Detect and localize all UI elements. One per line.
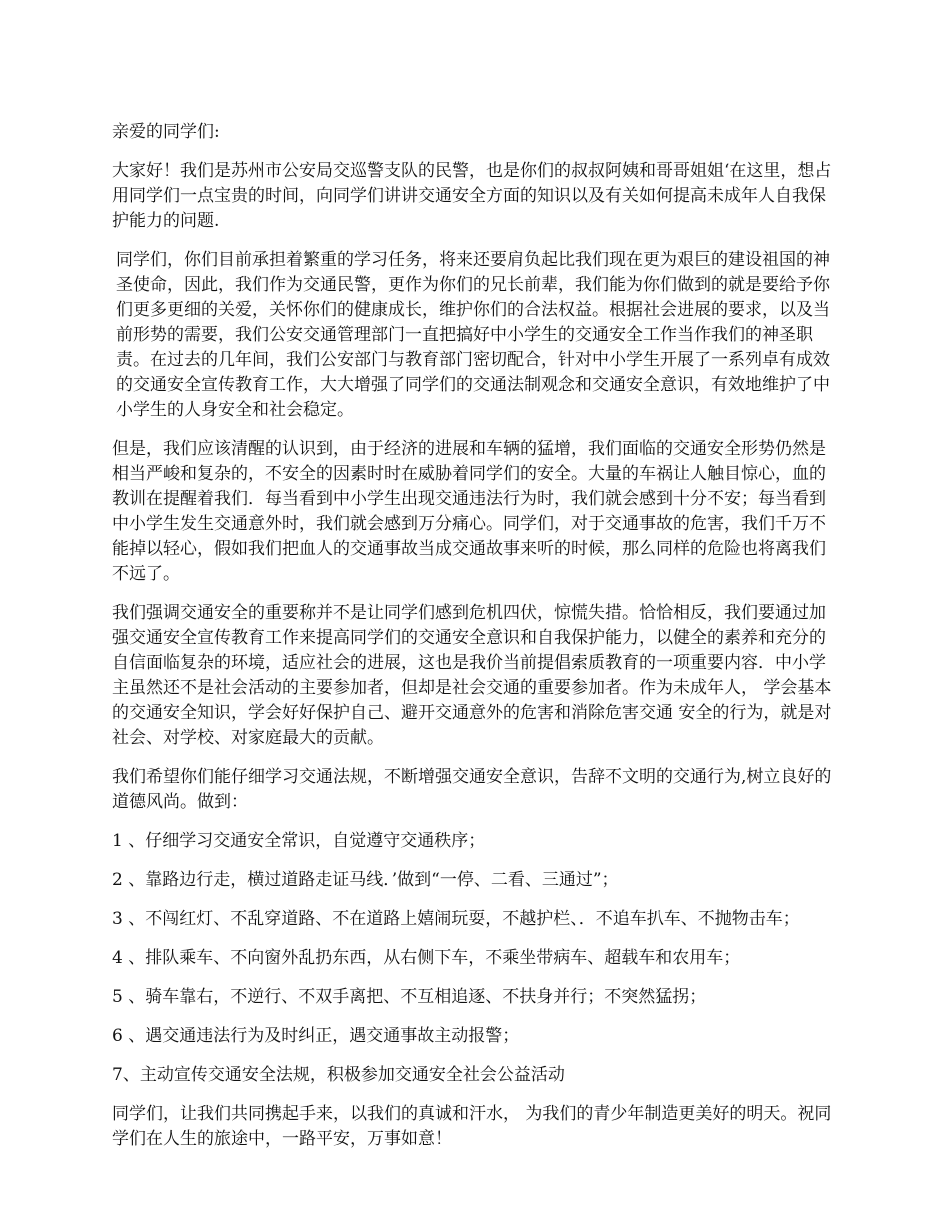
list-item-2: 2 、靠路边行走，横过道路走证马线．’做到“一停、二看、三通过”； [112, 870, 619, 890]
list-item-5: 5 、骑车靠右，不逆行、不双手离把、不互相追逐、不扶身并行；不突然猛拐； [112, 987, 707, 1007]
list-item-1: 1 、仔细学习交通安全常识，自觉遵守交通秩序； [112, 831, 486, 851]
list-item-7: 7、主动宣传交通安全法规，积极参加交通安全社会公益活动 [112, 1065, 565, 1085]
list-item-6: 6 、遇交通违法行为及时纠正，遇交通事故主动报警； [112, 1026, 520, 1046]
document-body [112, 120, 840, 1166]
paragraph-importance: 我们强调交通安全的重要称并不是让同学们感到危机四伏，惊慌失措。恰恰相反，我们要通过加强交通安全宣传教育工作来提高同学们的交通安全意识和自我保护能力，以健全的素养和充分的自信面临复杂的环境，适应社会的进展，这也是我价当前提倡索质教育的一项重要内容．中小学主虽然还不是社会活动的主要参加者，但却是社会交通的重要参加者。作为未成年人， 学会基本的交通安全知识，学会好好保护自己、避开交通意外的危害和消除危害交通 安全的行为，就是对社会、对学校、对家庭最大的贡献。 [112, 603, 832, 748]
paragraph-hope: 我们希望你们能仔细学习交通法规，不断增强交通安全意识，告辞不文明的交通行为,树立良好的道德风尚。做到： [112, 767, 832, 812]
paragraph-intro: 大家好！我们是苏州市公安局交巡警支队的民警，也是你们的叔叔阿姨和哥哥姐姐‘在这里，想占用同学们一点宝贵的时间，向同学们讲讲交通安全方面的知识以及有关如何提高未成年人自我保护能力的问题. [112, 161, 832, 231]
closing-paragraph: 同学们，让我们共同携起手来，以我们的真诚和汗水， 为我们的青少年制造更美好的明天。祝同学们在人生的旅途中，一路平安，万事如意！ [112, 1104, 832, 1149]
list-item-4: 4 、排队乘车、不向窗外乱扔东西，从右侧下车，不乘坐带病车、超载车和农用车； [112, 948, 741, 968]
paragraph-responsibility: 同学们，你们目前承担着繁重的学习任务，将来还要肩负起比我们现在更为艰巨的建设祖国的神圣使命，因此，我们作为交通民警，更作为你们的兄长前辈，我们能为你们做到的就是要给予你们更多更细的关爱，关怀你们的健康成长，维护你们的合法权益。根据社会进展的要求，以及当前形势的需要，我们公安交通管理部门一直把搞好中小学生的交通安全工作当作我们的神圣职责。在过去的几年间，我们公安部门与教育部门密切配合，针对中小学生开展了一系列卓有成效的交通安全宣传教育工作，大大增强了同学们的交通法制观念和交通安全意识，有效地维护了中小学生的人身安全和社会稳定。 [116, 250, 830, 420]
list-item-3: 3 、不闯红灯、不乱穿道路、不在道路上嬉闹玩耍，不越护栏、．不追车扒车、不抛物击车； [112, 909, 800, 929]
paragraph-situation: 但是，我们应该清醒的认识到，由于经济的进展和车辆的猛增，我们面临的交通安全形势仍然是相当严峻和复杂的，不安全的因素时时在威胁着同学们的安全。大量的车祸让人触目惊心，血的教训在提醒着我们．每当看到中小学生出现交通违法行为时，我们就会感到十分不安；每当看到中小学生发生交通意外时，我们就会感到万分痛心。同学们，对于交通事故的危害，我们千万不能掉以轻心，假如我们把血人的交通事故当成交通故事来听的时候，那么同样的危险也将离我们不远了。 [112, 439, 826, 584]
greeting: 亲爱的同学们: [112, 122, 220, 142]
